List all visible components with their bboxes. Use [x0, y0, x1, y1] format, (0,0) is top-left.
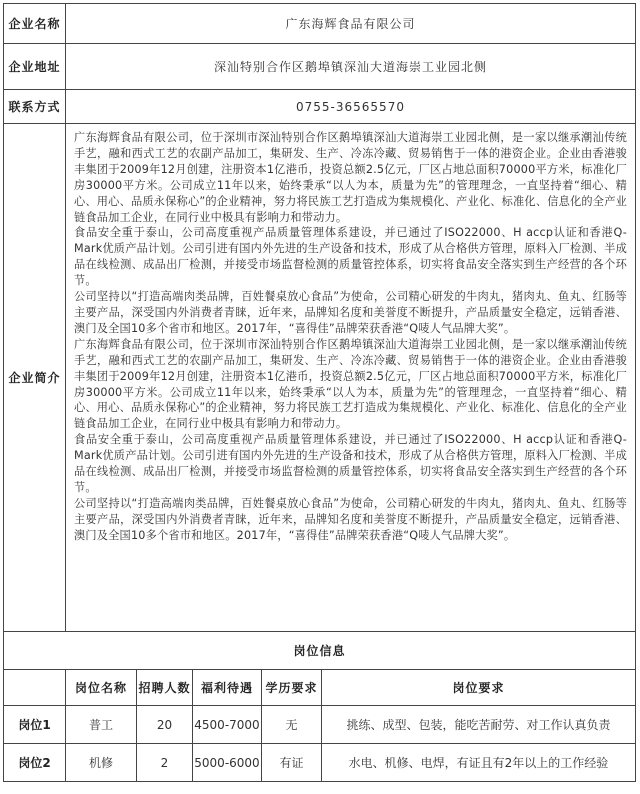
company-address-row — [4, 44, 636, 90]
jobs-header-blank — [4, 670, 66, 706]
job-headcount: 20 — [137, 706, 193, 744]
intro-label: 企业简介 — [4, 124, 66, 632]
jobs-section-row — [4, 632, 636, 670]
job-salary: 4500-7000 — [193, 706, 262, 744]
contact-label: 联系方式 — [4, 90, 66, 124]
job-headcount: 2 — [137, 744, 193, 782]
intro-paragraph: 广东海辉食品有限公司，位于深圳市深汕特别合作区鹅埠镇深汕大道海崇工业园北侧，是一家以继承潮汕传统手艺，融和西式工艺的农副产品加工，集研发、生产、冷冻冷藏、贸易销售于一体的港资企业。企业由香港骏丰集团于2009年12月创建，注册资本1亿港币，投资总额2.5亿元，厂区占地总面积70000平方米，标准化厂房30000平方米。公司成立11年以来，始终秉承“以人为本，质量为先”的管理理念，一直坚持着“细心、精心、用心、品质永保称心”的企业精神，努力将民族工艺打造成为集规模化、产业化、标准化、信息化的全产业链食品加工企业，在同行业中极具有影响力和带动力。 — [74, 337, 627, 431]
table-row — [4, 744, 636, 782]
header-headcount: 招聘人数 — [137, 670, 193, 706]
contact-value: 0755-36565570 — [66, 90, 636, 124]
intro-paragraph: 公司坚持以“打造高端肉类品牌，百姓餐桌放心食品”为使命，公司精心研发的牛肉丸，猪肉丸、鱼丸、红肠等主要产品，深受国内外消费者青睐，近年来，品牌知名度和美誉度不断提升，产品质量安全稳定，远销香港、澳门及全国10多个省市和地区。2017年，“喜得佳”品牌荣获香港“Q唛人气品牌大奖”。 — [74, 496, 627, 542]
job-requirements: 水电、机修、电焊，有证且有2年以上的工作经验 — [322, 744, 636, 782]
intro-paragraph: 食品安全重于泰山，公司高度重视产品质量管理体系建设，并已通过了ISO22000、H accp认证和香港Q-Mark优质产品计划。公司引进有国内外先进的生产设备和技术，形成了从合格供方管理，原料入厂检测、半成品在线检测、成品出厂检测，并接受市场监督检测的质量管控体系，切实将食品安全落实到生产经营的各个环节。 — [74, 433, 627, 494]
header-requirements: 岗位要求 — [322, 670, 636, 706]
company-address-value: 深汕特别合作区鹅埠镇深汕大道海崇工业园北侧 — [66, 44, 636, 90]
company-info-table — [3, 3, 636, 782]
jobs-header-row — [4, 670, 636, 706]
job-education: 有证 — [262, 744, 322, 782]
job-education: 无 — [262, 706, 322, 744]
job-title: 普工 — [66, 706, 137, 744]
company-name-label: 企业名称 — [4, 4, 66, 44]
intro-row — [4, 124, 636, 632]
company-name-row — [4, 4, 636, 44]
intro-paragraph: 食品安全重于泰山，公司高度重视产品质量管理体系建设，并已通过了ISO22000、H accp认证和香港Q-Mark优质产品计划。公司引进有国内外先进的生产设备和技术，形成了从合格供方管理，原料入厂检测、半成品在线检测、成品出厂检测，并接受市场监督检测的质量管控体系，切实将食品安全落实到生产经营的各个环节。 — [74, 226, 627, 288]
company-name-value: 广东海辉食品有限公司 — [66, 4, 636, 44]
intro-paragraph: 广东海辉食品有限公司，位于深圳市深汕特别合作区鹅埠镇深汕大道海崇工业园北侧，是一家以继承潮汕传统手艺，融和西式工艺的农副产品加工，集研发、生产、冷冻冷藏、贸易销售于一体的港资企业。企业由香港骏丰集团于2009年12月创建，注册资本1亿港币，投资总额2.5亿元，厂区占地总面积70000平方米，标准化厂房30000平方米。公司成立11年以来，始终秉承“以人为本，质量为先”的管理理念，一直坚持着“细心、精心、用心、品质永保称心”的企业精神，努力将民族工艺打造成为集规模化、产业化、标准化、信息化的全产业链食品加工企业，在同行业中极具有影响力和带动力。 — [74, 131, 627, 224]
job-title: 机修 — [66, 744, 137, 782]
job-name: 岗位1 — [4, 706, 66, 744]
header-salary: 福利待遇 — [193, 670, 262, 706]
intro-text — [66, 124, 636, 632]
intro-paragraph: 公司坚持以“打造高端肉类品牌，百姓餐桌放心食品”为使命，公司精心研发的牛肉丸，猪肉丸、鱼丸、红肠等主要产品，深受国内外消费者青睐，近年来，品牌知名度和美誉度不断提升，产品质量安全稳定，远销香港、澳门及全国10多个省市和地区。2017年，“喜得佳”品牌荣获香港“Q唛人气品牌大奖”。 — [74, 290, 627, 335]
table-row — [4, 706, 636, 744]
company-address-label: 企业地址 — [4, 44, 66, 90]
job-name: 岗位2 — [4, 744, 66, 782]
header-job-name: 岗位名称 — [66, 670, 137, 706]
job-salary: 5000-6000 — [193, 744, 262, 782]
job-requirements: 挑练、成型、包装，能吃苦耐劳、对工作认真负责 — [322, 706, 636, 744]
header-education: 学历要求 — [262, 670, 322, 706]
contact-row — [4, 90, 636, 124]
jobs-section-title: 岗位信息 — [4, 632, 636, 670]
